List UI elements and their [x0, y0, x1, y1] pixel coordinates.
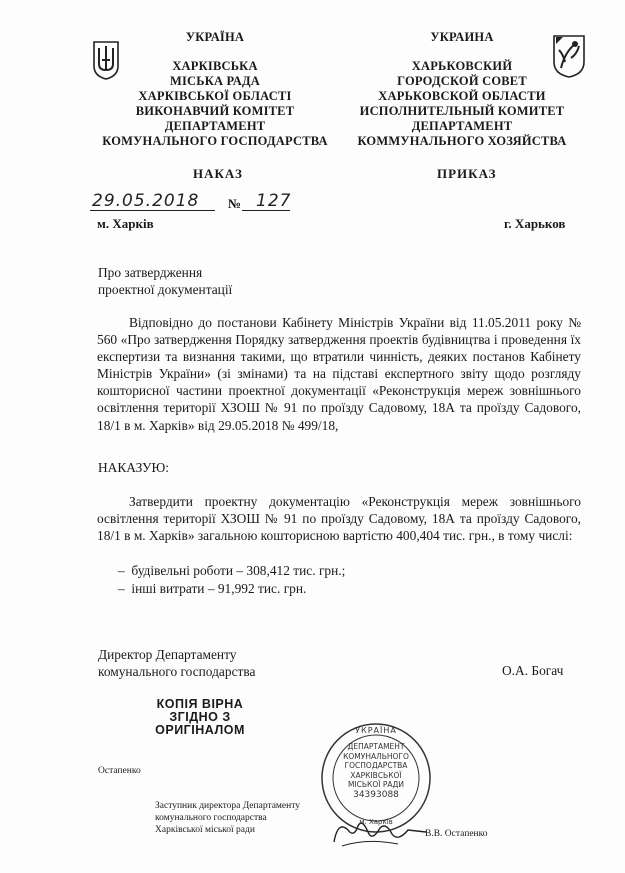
header-line: ИСПОЛНИТЕЛЬНЫЙ КОМИТЕТ	[359, 104, 565, 118]
preamble	[97, 314, 581, 434]
header-line: ДЕПАРТАМЕНТ	[164, 119, 266, 133]
header-line: ДЕПАРТАМЕНТ	[411, 119, 513, 133]
deputy-position: Заступник директора Департаменту комунального господарства Харківської міської ради	[155, 801, 301, 835]
seal-center-text: ДЕПАРТАМЕНТ КОМУНАЛЬНОГО ГОСПОДАРСТВА ХАРКІВСЬКОЇ МІСЬКОЇ РАДИ 34393088	[343, 742, 409, 800]
header-line: ВИКОНАВЧИЙ КОМІТЕТ	[135, 104, 295, 118]
subject	[98, 264, 232, 298]
header-line: ХАРКІВСЬКА	[172, 59, 258, 73]
header-line: ГОРОДСКОЙ СОВЕТ	[397, 74, 527, 88]
preamble-text: Відповідно до постанови Кабінету Міністрів України від 11.05.2011 року № 560 «Про затвердження Порядку затвердження проектів будівництва і проведення їх експертизи та визнання такими, що втратили чинність, деяких постанов Кабінету Міністрів України» (зі змінами) та на підставі експертного звіту щодо розгляду кошторисної частини проектної документації «Реконструкція мереж зовнішнього освітлення території ХЗОШ № 91 по проїзду Садовому, 18А та проїзду Садового, 18/1 в м. Харків» від 29.05.2018 № 499/18,	[97, 315, 581, 433]
header-line: ХАРЬКОВСКИЙ	[411, 59, 513, 73]
decision-text: Затвердити проектну документацію «Реконструкція мереж зовнішнього освітлення території ХЗОШ № 91 по проїзду Садовому, 18А та проїзду Садового, 18/1 в м. Харків» загальною кошторисною вартістю 400,404 тис. грн., в тому числі:	[97, 494, 581, 544]
deputy-name: В.В. Остапенко	[425, 829, 488, 839]
header-left	[90, 30, 340, 149]
copy-stamp: КОПІЯ ВІРНА ЗГІДНО З ОРИГІНАЛОМ	[155, 697, 245, 737]
handwritten-signature	[328, 812, 438, 852]
header-line: ХАРЬКОВСКОЙ ОБЛАСТИ	[378, 89, 546, 103]
list-item: – інші витрати – 91,992 тис. грн.	[118, 580, 307, 596]
country-name-ru: УКРАИНА	[430, 30, 494, 44]
order-title-ua: НАКАЗ	[193, 166, 243, 181]
country-name-ua: УКРАЇНА	[185, 30, 245, 44]
order-number: 127	[256, 191, 292, 211]
director-name: О.А. Богач	[502, 663, 564, 678]
decision	[97, 493, 581, 544]
director-position: Директор Департаменту комунального господарства	[98, 647, 256, 679]
executor-name: Остапенко	[98, 766, 141, 776]
order-title-ru: ПРИКАЗ	[437, 166, 497, 181]
seal-top-text: УКРАЇНА	[355, 726, 397, 735]
header-line: КОММУНАЛЬНОГО ХОЗЯЙСТВА	[357, 134, 567, 148]
header-line: КОМУНАЛЬНОГО ГОСПОДАРСТВА	[102, 134, 328, 148]
list-item: – будівельні роботи – 308,412 тис. грн.;	[118, 563, 346, 578]
city-ua: м. Харків	[97, 216, 154, 231]
city-ru: г. Харьков	[504, 216, 566, 231]
subject-line: Про затвердження	[98, 265, 203, 280]
header-right	[337, 30, 587, 149]
order-date-underline	[90, 210, 215, 211]
order-number-underline	[242, 210, 290, 211]
header-line: ХАРКІВСЬКОЇ ОБЛАСТІ	[138, 89, 292, 103]
cost-list	[118, 562, 345, 597]
order-word: НАКАЗУЮ:	[98, 460, 169, 475]
subject-line: проектної документації	[98, 282, 233, 297]
order-number-label: №	[228, 196, 242, 211]
header-line: МІСЬКА РАДА	[169, 74, 261, 88]
seal-bottom-text: м. Харків	[359, 818, 393, 826]
order-date: 29.05.2018	[92, 191, 200, 211]
